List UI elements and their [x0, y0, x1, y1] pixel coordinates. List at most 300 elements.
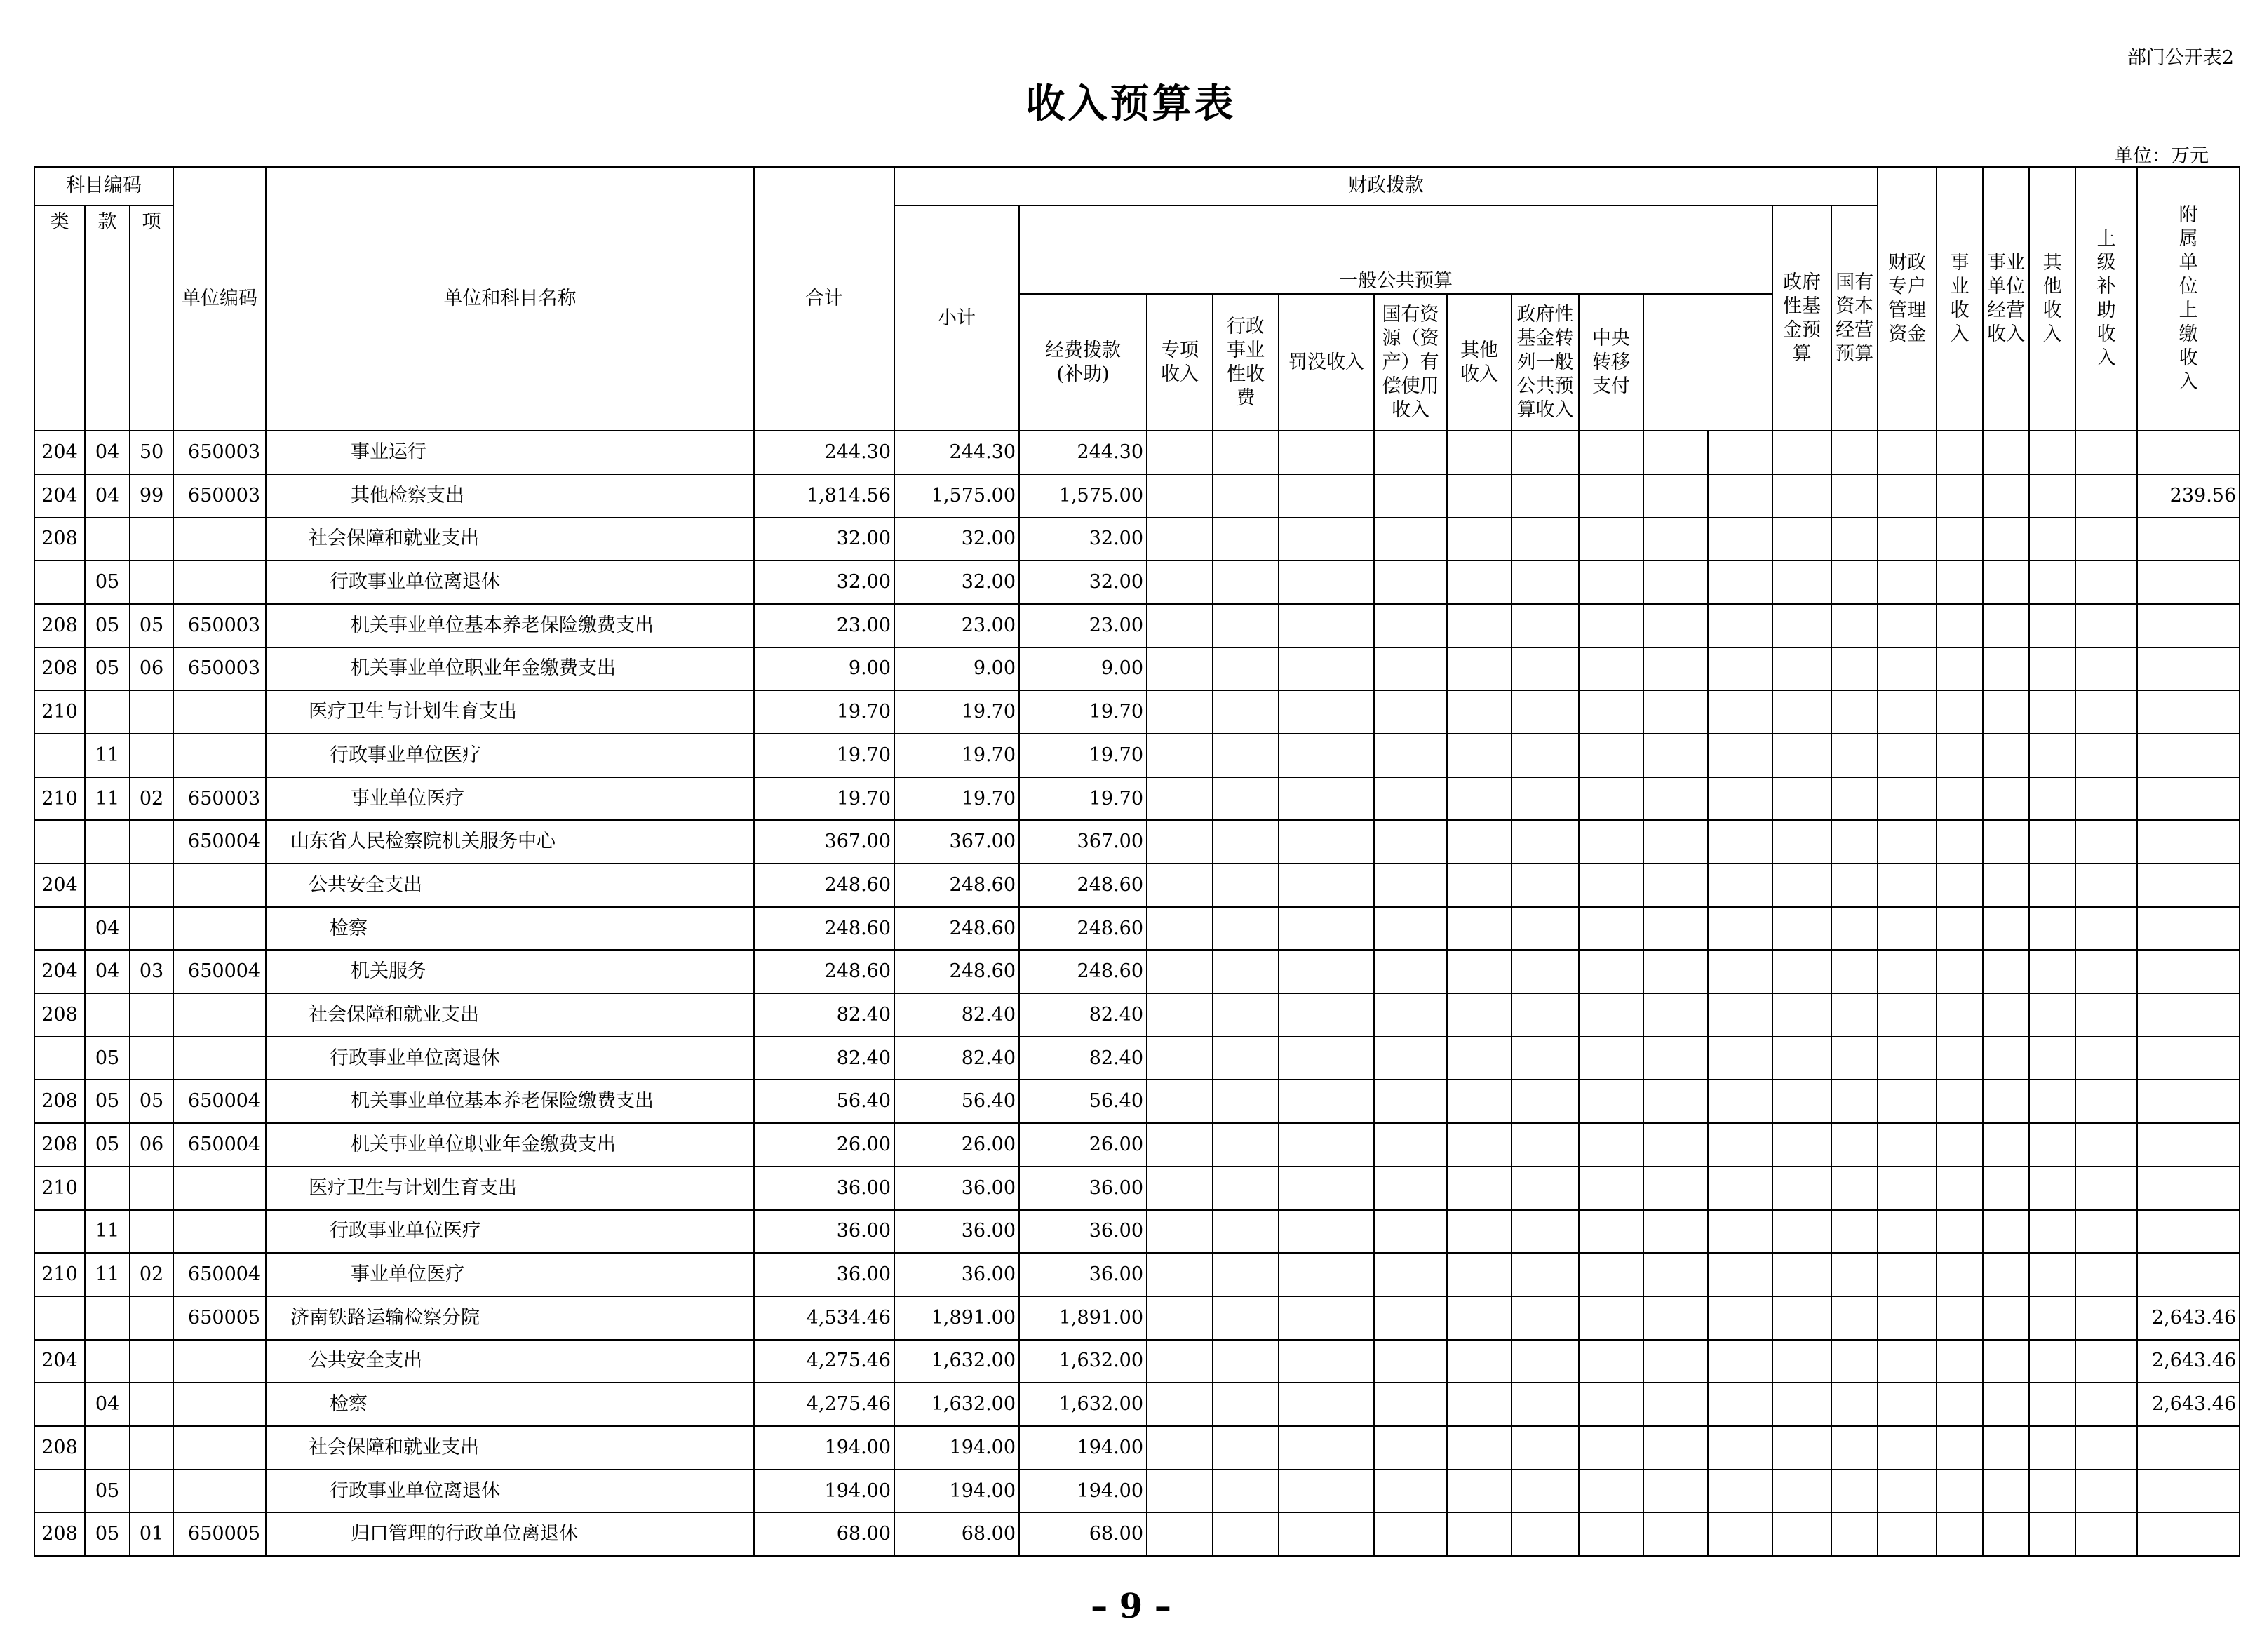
cell-lei	[34, 734, 85, 777]
cell-empty	[1937, 1470, 1983, 1513]
cell-last-year-carryover	[2137, 1470, 2240, 1513]
cell-last-year-carryover: 2,643.46	[2137, 1383, 2240, 1426]
cell-total: 82.40	[754, 1037, 894, 1080]
table-row	[34, 560, 2240, 604]
cell-empty	[2075, 1296, 2137, 1340]
cell-subtotal: 1,632.00	[894, 1383, 1019, 1426]
cell-empty	[1708, 777, 1772, 821]
cell-empty	[1831, 1123, 1878, 1167]
cell-empty	[2075, 993, 2137, 1037]
cell-total: 1,814.56	[754, 474, 894, 518]
cell-empty	[1213, 560, 1279, 604]
cell-empty	[1983, 1037, 2029, 1080]
cell-empty	[1279, 1512, 1374, 1556]
cell-empty	[1279, 1037, 1374, 1080]
cell-empty	[1983, 734, 2029, 777]
cell-empty	[1579, 777, 1643, 821]
cell-empty	[2075, 1340, 2137, 1383]
cell-lei: 210	[34, 690, 85, 734]
cell-empty	[1983, 1123, 2029, 1167]
table-row	[34, 1383, 2240, 1426]
cell-subtotal: 1,632.00	[894, 1340, 1019, 1383]
cell-xiang	[130, 1037, 173, 1080]
cell-empty	[1878, 1167, 1937, 1210]
cell-name: 机关事业单位基本养老保险缴费支出	[266, 604, 754, 647]
cell-funding: 19.70	[1019, 777, 1147, 821]
table-row	[34, 431, 2240, 474]
page-title: 收入预算表	[1025, 81, 1237, 127]
cell-total: 56.40	[754, 1080, 894, 1123]
cell-empty	[1772, 1210, 1831, 1254]
cell-subtotal: 36.00	[894, 1167, 1019, 1210]
cell-empty	[1147, 950, 1213, 993]
cell-last-year-carryover	[2137, 1123, 2240, 1167]
cell-empty	[1831, 560, 1878, 604]
cell-lei: 210	[34, 1253, 85, 1296]
cell-empty	[1374, 864, 1447, 907]
cell-empty	[1937, 1167, 1983, 1210]
cell-empty	[1878, 907, 1937, 951]
table-header	[34, 167, 2240, 431]
header-state-assets: 国有资 源（资 产）有 偿使用 收入	[1374, 294, 1447, 431]
cell-subtotal: 82.40	[894, 1037, 1019, 1080]
cell-unit-code: 650003	[173, 474, 266, 518]
cell-empty	[1878, 950, 1937, 993]
cell-empty	[1374, 777, 1447, 821]
cell-empty	[1983, 1253, 2029, 1296]
cell-lei: 210	[34, 777, 85, 821]
cell-empty	[1708, 1296, 1772, 1340]
cell-empty	[1643, 431, 1708, 474]
cell-xiang	[130, 864, 173, 907]
cell-subtotal: 56.40	[894, 1080, 1019, 1123]
cell-empty	[1772, 777, 1831, 821]
cell-xiang: 50	[130, 431, 173, 474]
cell-subtotal: 1,891.00	[894, 1296, 1019, 1340]
cell-empty	[2029, 604, 2075, 647]
cell-empty	[1147, 560, 1213, 604]
cell-empty	[1147, 1253, 1213, 1296]
header-gov-fund-transfer: 政府性 基金转 列一般 公共预 算收入	[1512, 294, 1579, 431]
cell-empty	[2075, 1426, 2137, 1470]
cell-name: 事业运行	[266, 431, 754, 474]
cell-empty	[1878, 1340, 1937, 1383]
cell-empty	[2029, 1167, 2075, 1210]
cell-name: 机关事业单位职业年金缴费支出	[266, 1123, 754, 1167]
cell-empty	[1878, 690, 1937, 734]
cell-empty	[1643, 647, 1708, 691]
cell-lei	[34, 907, 85, 951]
cell-empty	[1643, 1296, 1708, 1340]
cell-empty	[1772, 474, 1831, 518]
cell-empty	[2029, 1383, 2075, 1426]
cell-last-year-carryover	[2137, 560, 2240, 604]
cell-lei: 204	[34, 1340, 85, 1383]
cell-empty	[1447, 431, 1512, 474]
cell-empty	[1279, 1383, 1374, 1426]
cell-empty	[2075, 734, 2137, 777]
cell-empty	[1937, 1383, 1983, 1426]
cell-empty	[1772, 690, 1831, 734]
cell-empty	[1772, 734, 1831, 777]
cell-empty	[1512, 647, 1579, 691]
cell-empty	[1447, 950, 1512, 993]
cell-empty	[1279, 474, 1374, 518]
header-general-public-budget: 一般公共预算	[1019, 206, 1772, 294]
cell-empty	[1643, 1080, 1708, 1123]
cell-empty	[1643, 690, 1708, 734]
cell-empty	[1213, 1080, 1279, 1123]
cell-funding: 82.40	[1019, 993, 1147, 1037]
cell-empty	[1147, 777, 1213, 821]
cell-empty	[1147, 647, 1213, 691]
cell-total: 248.60	[754, 950, 894, 993]
cell-empty	[1643, 474, 1708, 518]
cell-empty	[1579, 1080, 1643, 1123]
header-gov-fund-budget: 政府 性基 金预 算	[1772, 206, 1831, 431]
cell-funding: 248.60	[1019, 864, 1147, 907]
cell-kuan	[85, 1340, 130, 1383]
cell-empty	[2075, 1080, 2137, 1123]
cell-empty	[1279, 1253, 1374, 1296]
cell-name: 社会保障和就业支出	[266, 993, 754, 1037]
cell-empty	[1147, 1470, 1213, 1513]
cell-empty	[1983, 1470, 2029, 1513]
cell-total: 367.00	[754, 820, 894, 864]
cell-empty	[1279, 690, 1374, 734]
cell-empty	[1279, 993, 1374, 1037]
cell-empty	[1937, 647, 1983, 691]
cell-empty	[1213, 604, 1279, 647]
cell-empty	[1708, 1340, 1772, 1383]
cell-empty	[2075, 1470, 2137, 1513]
header-total: 合计	[754, 167, 894, 431]
cell-empty	[1147, 1512, 1213, 1556]
cell-last-year-carryover	[2137, 950, 2240, 993]
cell-xiang: 06	[130, 1123, 173, 1167]
cell-empty	[1447, 474, 1512, 518]
cell-empty	[1579, 518, 1643, 561]
cell-name: 社会保障和就业支出	[266, 1426, 754, 1470]
cell-xiang: 03	[130, 950, 173, 993]
cell-empty	[1643, 1512, 1708, 1556]
table-row	[34, 1210, 2240, 1254]
cell-unit-code	[173, 1383, 266, 1426]
cell-empty	[1579, 474, 1643, 518]
cell-empty	[1983, 1296, 2029, 1340]
cell-empty	[1279, 1426, 1374, 1470]
cell-unit-code	[173, 1426, 266, 1470]
cell-empty	[1708, 950, 1772, 993]
cell-total: 32.00	[754, 560, 894, 604]
cell-total: 9.00	[754, 647, 894, 691]
cell-funding: 68.00	[1019, 1512, 1147, 1556]
cell-empty	[1831, 950, 1878, 993]
cell-empty	[1512, 1340, 1579, 1383]
table-row	[34, 647, 2240, 691]
cell-empty	[1831, 1167, 1878, 1210]
cell-empty	[2075, 604, 2137, 647]
cell-unit-code	[173, 993, 266, 1037]
cell-empty	[1772, 1470, 1831, 1513]
cell-empty	[1772, 1037, 1831, 1080]
cell-empty	[1447, 1470, 1512, 1513]
table-row	[34, 777, 2240, 821]
cell-lei	[34, 1210, 85, 1254]
cell-name: 社会保障和就业支出	[266, 518, 754, 561]
cell-last-year-carryover	[2137, 1080, 2240, 1123]
cell-kuan: 05	[85, 647, 130, 691]
cell-unit-code: 650003	[173, 777, 266, 821]
cell-funding: 1,632.00	[1019, 1383, 1147, 1426]
cell-empty	[1579, 690, 1643, 734]
cell-empty	[1374, 907, 1447, 951]
cell-empty	[1831, 1340, 1878, 1383]
cell-empty	[1772, 1340, 1831, 1383]
cell-empty	[1708, 518, 1772, 561]
cell-empty	[1983, 1383, 2029, 1426]
table-row	[34, 1037, 2240, 1080]
cell-xiang	[130, 820, 173, 864]
cell-kuan: 05	[85, 1123, 130, 1167]
cell-kuan: 05	[85, 604, 130, 647]
table-row	[34, 604, 2240, 647]
cell-empty	[1374, 604, 1447, 647]
cell-unit-code: 650004	[173, 820, 266, 864]
cell-empty	[1937, 604, 1983, 647]
cell-empty	[1213, 1123, 1279, 1167]
unit-note: 单位：万元	[2114, 145, 2209, 167]
cell-empty	[1708, 864, 1772, 907]
table-row	[34, 518, 2240, 561]
cell-empty	[1937, 1080, 1983, 1123]
cell-name: 检察	[266, 907, 754, 951]
cell-empty	[2075, 690, 2137, 734]
cell-empty	[1374, 647, 1447, 691]
cell-empty	[1447, 993, 1512, 1037]
cell-empty	[1213, 1296, 1279, 1340]
cell-empty	[1512, 690, 1579, 734]
cell-empty	[1708, 560, 1772, 604]
cell-empty	[1374, 734, 1447, 777]
cell-empty	[1643, 734, 1708, 777]
cell-lei: 208	[34, 647, 85, 691]
cell-empty	[1512, 1426, 1579, 1470]
cell-empty	[2029, 864, 2075, 907]
cell-empty	[1447, 1080, 1512, 1123]
cell-empty	[1213, 820, 1279, 864]
header-admin-fee: 行政 事业 性收 费	[1213, 294, 1279, 431]
header-affiliated-income: 附 属 单 位 上 缴 收 入	[2137, 167, 2240, 431]
cell-empty	[1772, 1383, 1831, 1426]
cell-empty	[2029, 1037, 2075, 1080]
cell-empty	[1279, 907, 1374, 951]
cell-empty	[1374, 1426, 1447, 1470]
cell-unit-code	[173, 907, 266, 951]
cell-empty	[1983, 1512, 2029, 1556]
cell-empty	[1213, 950, 1279, 993]
cell-empty	[1213, 1340, 1279, 1383]
cell-unit-code	[173, 734, 266, 777]
cell-kuan: 05	[85, 1080, 130, 1123]
cell-empty	[1213, 1167, 1279, 1210]
cell-empty	[2029, 734, 2075, 777]
cell-empty	[2075, 431, 2137, 474]
cell-empty	[1983, 474, 2029, 518]
cell-empty	[2075, 1123, 2137, 1167]
cell-empty	[1937, 1123, 1983, 1167]
cell-empty	[1831, 690, 1878, 734]
cell-empty	[1937, 777, 1983, 821]
cell-empty	[1213, 518, 1279, 561]
cell-empty	[1643, 1167, 1708, 1210]
cell-empty	[1937, 993, 1983, 1037]
cell-empty	[1831, 647, 1878, 691]
cell-funding: 19.70	[1019, 734, 1147, 777]
cell-empty	[2029, 560, 2075, 604]
cell-empty	[1772, 1167, 1831, 1210]
cell-xiang	[130, 518, 173, 561]
cell-empty	[1374, 560, 1447, 604]
cell-last-year-carryover: 239.56	[2137, 474, 2240, 518]
cell-empty	[1831, 820, 1878, 864]
cell-empty	[1937, 907, 1983, 951]
cell-unit-code	[173, 518, 266, 561]
cell-empty	[1447, 1210, 1512, 1254]
cell-empty	[1831, 1210, 1878, 1254]
cell-subtotal: 194.00	[894, 1470, 1019, 1513]
table-row	[34, 734, 2240, 777]
header-superior-subsidy: 上 级 补 助 收 入	[2075, 167, 2137, 431]
cell-funding: 248.60	[1019, 907, 1147, 951]
cell-empty	[1643, 518, 1708, 561]
cell-empty	[1878, 647, 1937, 691]
cell-empty	[2029, 1470, 2075, 1513]
cell-empty	[2075, 1383, 2137, 1426]
cell-name: 行政事业单位医疗	[266, 1210, 754, 1254]
table-row	[34, 993, 2240, 1037]
cell-empty	[1447, 647, 1512, 691]
cell-unit-code: 650003	[173, 647, 266, 691]
cell-total: 4,275.46	[754, 1340, 894, 1383]
cell-funding: 194.00	[1019, 1426, 1147, 1470]
cell-total: 19.70	[754, 734, 894, 777]
cell-empty	[1512, 734, 1579, 777]
cell-empty	[1279, 604, 1374, 647]
cell-last-year-carryover: 2,643.46	[2137, 1340, 2240, 1383]
cell-empty	[1512, 907, 1579, 951]
cell-empty	[1708, 1253, 1772, 1296]
cell-empty	[1512, 1167, 1579, 1210]
page-number: – 9 –	[1091, 1587, 1171, 1626]
cell-empty	[1447, 1167, 1512, 1210]
cell-empty	[2029, 1512, 2075, 1556]
cell-subtotal: 19.70	[894, 734, 1019, 777]
cell-empty	[1983, 777, 2029, 821]
cell-funding: 367.00	[1019, 820, 1147, 864]
cell-empty	[1374, 1383, 1447, 1426]
cell-empty	[2075, 1253, 2137, 1296]
cell-empty	[1213, 1037, 1279, 1080]
cell-lei	[34, 1037, 85, 1080]
cell-lei: 204	[34, 474, 85, 518]
cell-empty	[1279, 820, 1374, 864]
cell-empty	[1878, 1210, 1937, 1254]
cell-name: 归口管理的行政单位离退休	[266, 1512, 754, 1556]
cell-empty	[2029, 1210, 2075, 1254]
cell-name: 机关服务	[266, 950, 754, 993]
cell-empty	[1983, 690, 2029, 734]
cell-empty	[1447, 1383, 1512, 1426]
cell-total: 194.00	[754, 1426, 894, 1470]
cell-kuan: 11	[85, 1210, 130, 1254]
cell-empty	[1579, 1383, 1643, 1426]
cell-xiang	[130, 734, 173, 777]
cell-empty	[1279, 1340, 1374, 1383]
cell-last-year-carryover	[2137, 1512, 2240, 1556]
cell-kuan: 05	[85, 1470, 130, 1513]
table-row	[34, 907, 2240, 951]
cell-empty	[1878, 734, 1937, 777]
cell-empty	[1643, 820, 1708, 864]
cell-empty	[1772, 560, 1831, 604]
cell-lei: 208	[34, 518, 85, 561]
cell-empty	[1772, 993, 1831, 1037]
cell-empty	[1374, 1037, 1447, 1080]
cell-empty	[1831, 604, 1878, 647]
cell-empty	[1937, 950, 1983, 993]
cell-empty	[1447, 1253, 1512, 1296]
cell-empty	[1983, 907, 2029, 951]
cell-empty	[1772, 907, 1831, 951]
cell-empty	[1878, 1080, 1937, 1123]
cell-xiang	[130, 1470, 173, 1513]
cell-empty	[1708, 1383, 1772, 1426]
cell-unit-code: 650003	[173, 431, 266, 474]
cell-empty	[1213, 1512, 1279, 1556]
cell-empty	[1579, 950, 1643, 993]
cell-empty	[1512, 518, 1579, 561]
cell-empty	[1708, 1037, 1772, 1080]
cell-empty	[1708, 907, 1772, 951]
cell-kuan: 04	[85, 1383, 130, 1426]
cell-last-year-carryover	[2137, 1426, 2240, 1470]
cell-empty	[1279, 864, 1374, 907]
cell-kuan: 05	[85, 1512, 130, 1556]
cell-empty	[1937, 820, 1983, 864]
form-number: 部门公开表2	[2127, 47, 2234, 69]
cell-empty	[1983, 1080, 2029, 1123]
cell-empty	[1878, 1123, 1937, 1167]
cell-kuan	[85, 820, 130, 864]
cell-empty	[1878, 777, 1937, 821]
cell-empty	[1512, 1080, 1579, 1123]
cell-empty	[2029, 474, 2075, 518]
cell-empty	[1579, 1210, 1643, 1254]
header-special-account: 财政 专户 管理 资金	[1878, 167, 1937, 431]
cell-empty	[1643, 993, 1708, 1037]
cell-empty	[1512, 1037, 1579, 1080]
cell-empty	[1772, 1512, 1831, 1556]
cell-kuan: 04	[85, 431, 130, 474]
cell-empty	[1579, 1296, 1643, 1340]
cell-empty	[1708, 1210, 1772, 1254]
cell-xiang: 05	[130, 604, 173, 647]
cell-lei: 208	[34, 1426, 85, 1470]
cell-empty	[1512, 950, 1579, 993]
cell-empty	[1772, 604, 1831, 647]
cell-total: 244.30	[754, 431, 894, 474]
